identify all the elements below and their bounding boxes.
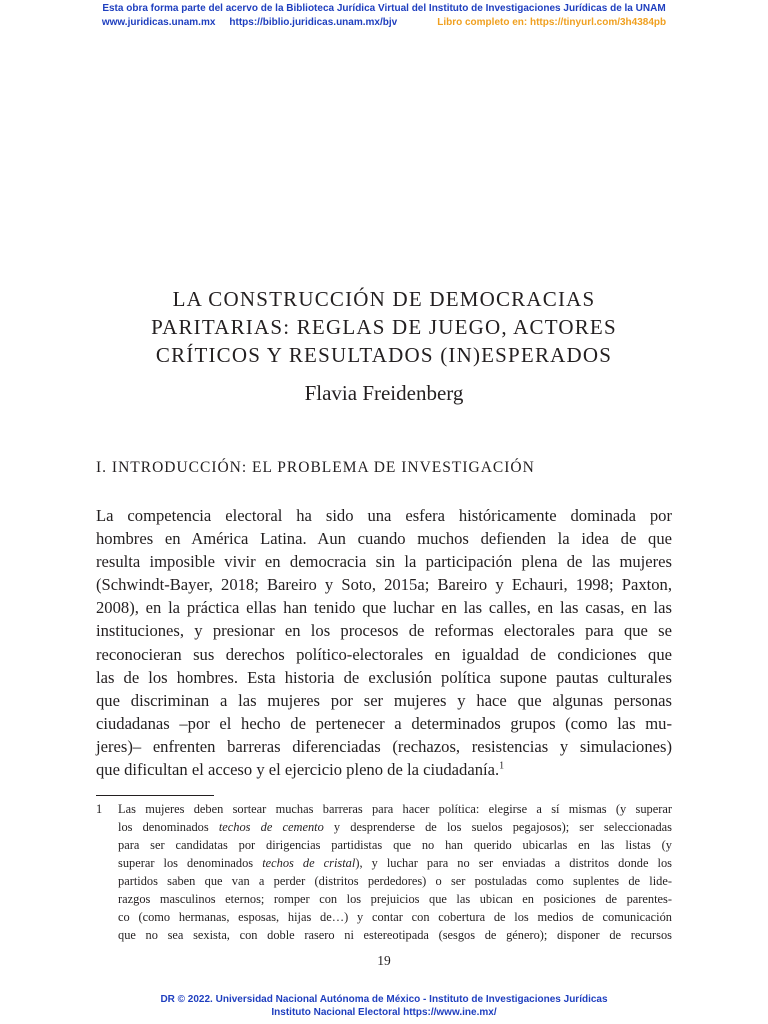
footnote <box>96 800 672 944</box>
footnote-line: partidos saben que van a perder (distritos perdedores) o ser postuladas como suplentes de lide- <box>118 874 672 888</box>
juridicas-link[interactable]: www.juridicas.unam.mx <box>101 17 216 28</box>
footnote-line: que no sea sexista, con doble rasero ni estereotipada (sesgos de género); disponer de recursos <box>118 928 672 942</box>
emphasis: techos de cristal <box>262 856 356 870</box>
bjv-link[interactable]: https://biblio.juridicas.unam.mx/bjv <box>229 17 398 28</box>
body-line: jeres)– enfrenten barreras diferenciadas (rechazos, resistencias y simulaciones) <box>96 736 672 756</box>
full-book-link[interactable]: Libro completo en: https://tinyurl.com/3h4384pb <box>437 17 667 28</box>
footnote-line: para ser candidatas por dirigencias partidistas que no han querido ubicarlas en las listas (y <box>118 838 672 852</box>
body-line-text: que dificultan el acceso y el ejercicio pleno de la ciudadanía. <box>96 760 500 780</box>
source-banner <box>0 0 768 30</box>
body-line: (Schwindt-Bayer, 2018; Bareiro y Soto, 2015a; Bareiro y Echauri, 1998; Paxton, <box>96 575 672 595</box>
emphasis: techos de cemento <box>218 820 324 834</box>
chapter-author: Flavia Freidenberg <box>304 381 464 405</box>
footnote-divider <box>96 795 214 796</box>
chapter-title-line-3: CRÍTICOS Y RESULTADOS (IN)ESPERADOS <box>155 343 613 367</box>
footnote-line: co (como hermanas, esposas, hijas de…) y contar con cobertura de los medios de comunicación <box>118 910 672 924</box>
ine-link[interactable]: Instituto Nacional Electoral https://www.ine.mx/ <box>271 1007 497 1018</box>
footnote-line: razgos masculinos eternos; romper con los prejuicios que las ubican en posiciones de parentes- <box>118 892 672 906</box>
chapter-title-line-2: PARITARIAS: REGLAS DE JUEGO, ACTORES <box>151 315 617 339</box>
footnote-line: Las mujeres deben sortear muchas barreras para hacer política: elegirse a sí mismas (y superar <box>118 802 672 816</box>
source-notice: Esta obra forma parte del acervo de la Biblioteca Jurídica Virtual del Instituto de Investigaciones Jurídicas de la UNAM <box>102 3 666 14</box>
copyright-footer <box>0 993 768 1019</box>
body-line: reconocieran sus derechos político-electorales en igualdad de condiciones que <box>96 644 672 664</box>
chapter-title-block <box>0 285 768 406</box>
body-line: las de los hombres. Esta historia de exclusión política supone pautas culturales <box>96 667 672 687</box>
body-line: ciudadanas –por el hecho de pertenecer a determinados grupos (como las mu- <box>96 713 672 733</box>
body-line: que discriminan a las mujeres por ser mujeres y hace que algunas personas <box>96 690 672 710</box>
body-line: hombres en América Latina. Aun cuando muchos defienden la idea de que <box>96 529 672 549</box>
body-line: La competencia electoral ha sido una esfera históricamente dominada por <box>96 506 672 525</box>
body-line: 2008), en la práctica ellas han tenido que luchar en las calles, en las casas, en las <box>96 598 672 618</box>
footnote-reference[interactable]: 1 <box>499 760 505 772</box>
copyright-line: DR © 2022. Universidad Nacional Autónoma de México - Instituto de Investigaciones Jurídicas <box>160 994 608 1005</box>
chapter-title-line-1: LA CONSTRUCCIÓN DE DEMOCRACIAS <box>172 287 596 311</box>
body-paragraph <box>96 504 672 781</box>
page-number: 19 <box>377 953 391 968</box>
body-line: resulta imposible vivir en democracia sin la participación plena de las mujeres <box>96 552 672 572</box>
source-links <box>0 16 768 30</box>
footnote-line: superar los denominados techos de cristal), y luchar para no ser enviadas a distritos donde los <box>118 856 672 870</box>
body-line: instituciones, y presionar en los procesos de reformas electorales para que se <box>96 621 672 641</box>
footnote-number: 1 <box>96 802 103 816</box>
body-line-last <box>96 758 672 781</box>
section-heading: I. INTRODUCCIÓN: EL PROBLEMA DE INVESTIGACIÓN <box>96 459 535 476</box>
footnote-line: los denominados techos de cemento y desprenderse de los suelos pegajosos); ser seleccionadas <box>118 820 672 834</box>
